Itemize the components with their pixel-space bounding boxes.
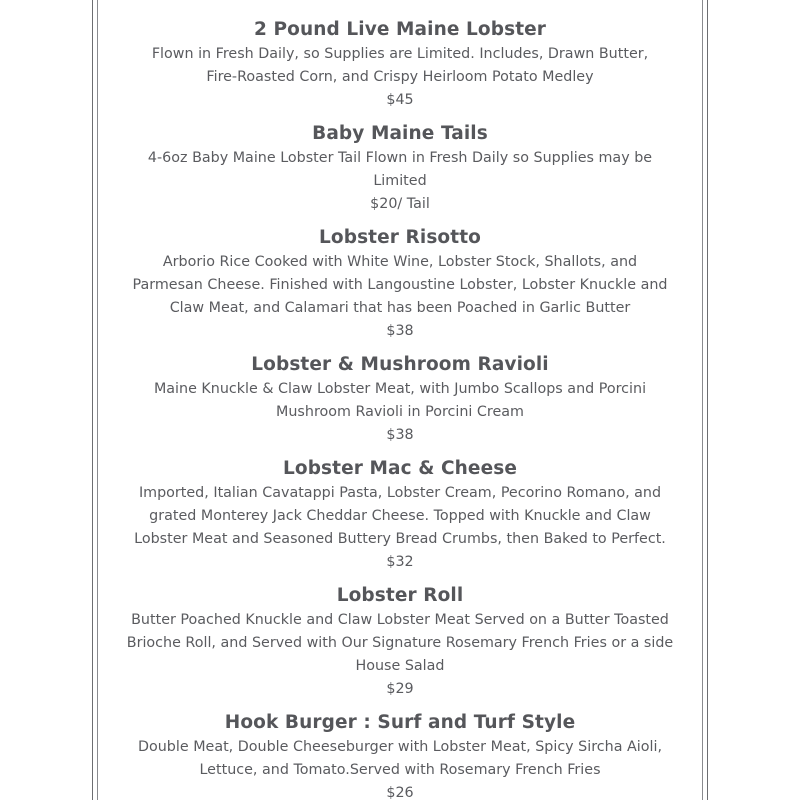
menu-item-description	[100, 43, 700, 89]
description-line: Brioche Roll, and Served with Our Signature Rosemary French Fries or a side	[126, 635, 674, 651]
menu-item-name: Lobster Roll	[336, 585, 464, 606]
description-line: Fire-Roasted Corn, and Crispy Heirloom Potato Medley	[206, 69, 594, 85]
menu-item-name: Lobster & Mushroom Ravioli	[251, 354, 549, 375]
menu-item-price: $32	[386, 554, 414, 570]
description-line: Lobster Meat and Seasoned Buttery Bread Crumbs, then Baked to Perfect.	[134, 531, 666, 547]
menu-item-name: 2 Pound Live Maine Lobster	[253, 19, 547, 40]
menu-item-price: $20/ Tail	[370, 196, 430, 212]
description-line: Butter Poached Knuckle and Claw Lobster Meat Served on a Butter Toasted	[131, 612, 669, 628]
description-line: Imported, Italian Cavatappi Pasta, Lobster Cream, Pecorino Romano, and	[138, 485, 662, 501]
menu-item-name: Baby Maine Tails	[312, 123, 488, 144]
description-line: grated Monterey Jack Cheddar Cheese. Topped with Knuckle and Claw	[149, 508, 651, 524]
description-line: Parmesan Cheese. Finished with Langoustine Lobster, Lobster Knuckle and	[132, 277, 668, 293]
description-line: Double Meat, Double Cheeseburger with Lobster Meat, Spicy Sircha Aioli,	[137, 739, 663, 755]
menu-item-description	[100, 378, 700, 424]
menu-item-name: Lobster Mac & Cheese	[283, 458, 517, 479]
menu-item-name: Hook Burger : Surf and Turf Style	[224, 712, 576, 733]
menu-item	[100, 709, 700, 800]
description-line: Maine Knuckle & Claw Lobster Meat, with Jumbo Scallops and Porcini	[153, 381, 647, 397]
menu-item	[100, 120, 700, 216]
description-line: House Salad	[355, 658, 445, 674]
menu-item	[100, 582, 700, 701]
description-line: Arborio Rice Cooked with White Wine, Lobster Stock, Shallots, and	[162, 254, 638, 270]
menu-item	[100, 16, 700, 112]
menu-item-description	[100, 609, 700, 678]
menu-item-description	[100, 482, 700, 551]
description-line: Claw Meat, and Calamari that has been Poached in Garlic Butter	[169, 300, 631, 316]
description-line: Flown in Fresh Daily, so Supplies are Limited. Includes, Drawn Butter,	[151, 46, 649, 62]
description-line: 4-6oz Baby Maine Lobster Tail Flown in Fresh Daily so Supplies may be	[147, 150, 653, 166]
menu-item-price: $29	[386, 681, 414, 697]
menu-list	[100, 16, 700, 800]
menu-item-price: $26	[386, 785, 414, 800]
description-line: Lettuce, and Tomato.Served with Rosemary French Fries	[199, 762, 601, 778]
menu-item-description	[100, 251, 700, 320]
menu-item	[100, 455, 700, 574]
menu-item-description	[100, 736, 700, 782]
menu-item-price: $45	[386, 92, 414, 108]
menu-item	[100, 224, 700, 343]
menu-item-price: $38	[386, 323, 414, 339]
menu-item-name: Lobster Risotto	[319, 227, 481, 248]
menu-item-description	[100, 147, 700, 193]
description-line: Mushroom Ravioli in Porcini Cream	[276, 404, 524, 420]
menu-item-price: $38	[386, 427, 414, 443]
menu-item	[100, 351, 700, 447]
description-line: Limited	[373, 173, 427, 189]
